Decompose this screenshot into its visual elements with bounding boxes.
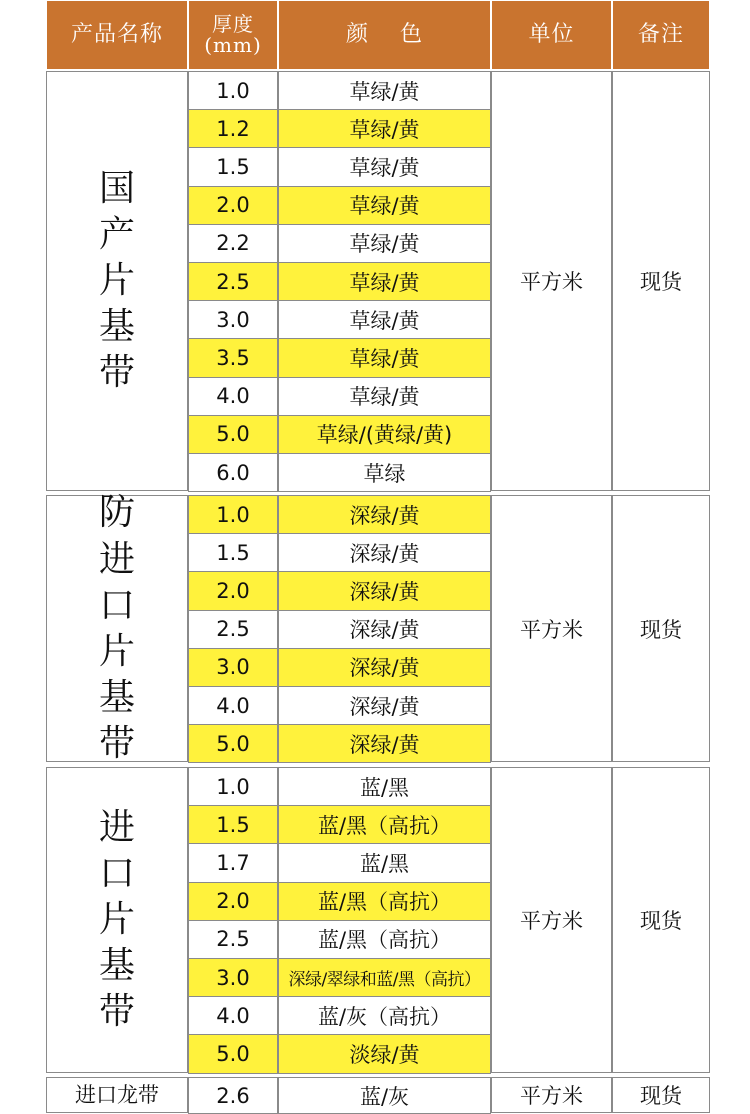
header-note: 备注 xyxy=(612,0,710,70)
product-name-char: 片 xyxy=(98,898,135,940)
thickness-cell: 2.2 xyxy=(188,224,278,263)
header-product-name: 产品名称 xyxy=(46,0,188,70)
unit-cell: 平方米 xyxy=(491,1077,612,1113)
header-thickness-unit: (mm) xyxy=(204,33,262,57)
color-cell: 深绿/黄 xyxy=(278,533,491,572)
header-thickness xyxy=(188,0,278,70)
thickness-cell: 2.5 xyxy=(188,610,278,649)
color-cell: 蓝/灰（高抗） xyxy=(278,996,491,1035)
thickness-cell: 3.0 xyxy=(188,958,278,997)
unit-cell: 平方米 xyxy=(491,767,612,1073)
product-name-cell xyxy=(46,71,188,491)
header-thickness-label: 厚度 xyxy=(212,12,254,36)
color-cell: 深绿/黄 xyxy=(278,495,491,534)
header-unit: 单位 xyxy=(491,0,612,70)
product-name-char: 带 xyxy=(98,722,135,764)
thickness-cell: 2.5 xyxy=(188,262,278,301)
product-name-cell: 进口龙带 xyxy=(46,1077,188,1113)
color-cell: 草绿/黄 xyxy=(278,377,491,416)
product-name-cell xyxy=(46,492,188,764)
color-cell: 深绿/黄 xyxy=(278,724,491,763)
thickness-cell: 4.0 xyxy=(188,996,278,1035)
thickness-cell: 3.0 xyxy=(188,648,278,687)
product-name-char: 进 xyxy=(98,538,135,580)
thickness-cell: 1.2 xyxy=(188,109,278,148)
color-cell: 深绿/黄 xyxy=(278,571,491,610)
color-cell: 深绿/黄 xyxy=(278,686,491,725)
color-cell: 草绿/黄 xyxy=(278,262,491,301)
thickness-cell: 5.0 xyxy=(188,415,278,454)
unit-cell: 平方米 xyxy=(491,495,612,762)
color-cell: 蓝/黑（高抗） xyxy=(278,805,491,844)
color-cell: 蓝/灰 xyxy=(278,1077,491,1114)
thickness-cell: 2.0 xyxy=(188,882,278,921)
color-cell: 草绿/黄 xyxy=(278,109,491,148)
thickness-cell: 1.5 xyxy=(188,147,278,186)
product-name-char: 基 xyxy=(98,944,135,986)
note-cell: 现货 xyxy=(612,1077,710,1113)
thickness-cell: 5.0 xyxy=(188,1034,278,1073)
product-name-char: 口 xyxy=(98,584,135,626)
thickness-cell: 1.5 xyxy=(188,805,278,844)
product-name-char: 进 xyxy=(98,806,135,848)
product-name-char: 带 xyxy=(98,352,135,394)
product-name-char: 防 xyxy=(98,492,135,534)
product-name-cell xyxy=(46,767,188,1073)
color-cell: 蓝/黑（高抗） xyxy=(278,882,491,921)
color-cell: 草绿/黄 xyxy=(278,338,491,377)
product-name-char: 片 xyxy=(98,630,135,672)
note-cell: 现货 xyxy=(612,495,710,762)
thickness-cell: 2.0 xyxy=(188,186,278,225)
product-name-char: 国 xyxy=(98,167,135,209)
color-cell: 淡绿/黄 xyxy=(278,1034,491,1073)
color-cell: 草绿/黄 xyxy=(278,71,491,110)
color-cell: 草绿 xyxy=(278,453,491,492)
color-cell: 蓝/黑 xyxy=(278,843,491,882)
product-name-char: 片 xyxy=(98,260,135,302)
thickness-cell: 2.6 xyxy=(188,1077,278,1114)
color-cell: 草绿/黄 xyxy=(278,224,491,263)
thickness-cell: 2.0 xyxy=(188,571,278,610)
thickness-cell: 6.0 xyxy=(188,453,278,492)
thickness-cell: 1.7 xyxy=(188,843,278,882)
color-cell: 蓝/黑（高抗） xyxy=(278,920,491,959)
note-cell: 现货 xyxy=(612,767,710,1073)
color-cell: 蓝/黑 xyxy=(278,767,491,806)
thickness-cell: 2.5 xyxy=(188,920,278,959)
product-name-char: 产 xyxy=(98,213,135,255)
thickness-cell: 1.5 xyxy=(188,533,278,572)
product-name-char: 口 xyxy=(98,852,135,894)
thickness-cell: 3.5 xyxy=(188,338,278,377)
product-name-char: 基 xyxy=(98,676,135,718)
thickness-cell: 1.0 xyxy=(188,495,278,534)
thickness-cell: 1.0 xyxy=(188,71,278,110)
thickness-cell: 1.0 xyxy=(188,767,278,806)
product-name-char: 带 xyxy=(98,990,135,1032)
color-cell: 草绿/黄 xyxy=(278,147,491,186)
color-cell: 深绿/黄 xyxy=(278,648,491,687)
color-cell: 深绿/翠绿和蓝/黑（高抗） xyxy=(278,958,491,997)
thickness-cell: 4.0 xyxy=(188,377,278,416)
thickness-cell: 5.0 xyxy=(188,724,278,763)
header-color: 颜 色 xyxy=(278,0,491,70)
thickness-cell: 4.0 xyxy=(188,686,278,725)
color-cell: 草绿/(黄绿/黄) xyxy=(278,415,491,454)
color-cell: 草绿/黄 xyxy=(278,186,491,225)
note-cell: 现货 xyxy=(612,71,710,491)
thickness-cell: 3.0 xyxy=(188,300,278,339)
color-cell: 深绿/黄 xyxy=(278,610,491,649)
unit-cell: 平方米 xyxy=(491,71,612,491)
product-name-char: 基 xyxy=(98,306,135,348)
color-cell: 草绿/黄 xyxy=(278,300,491,339)
